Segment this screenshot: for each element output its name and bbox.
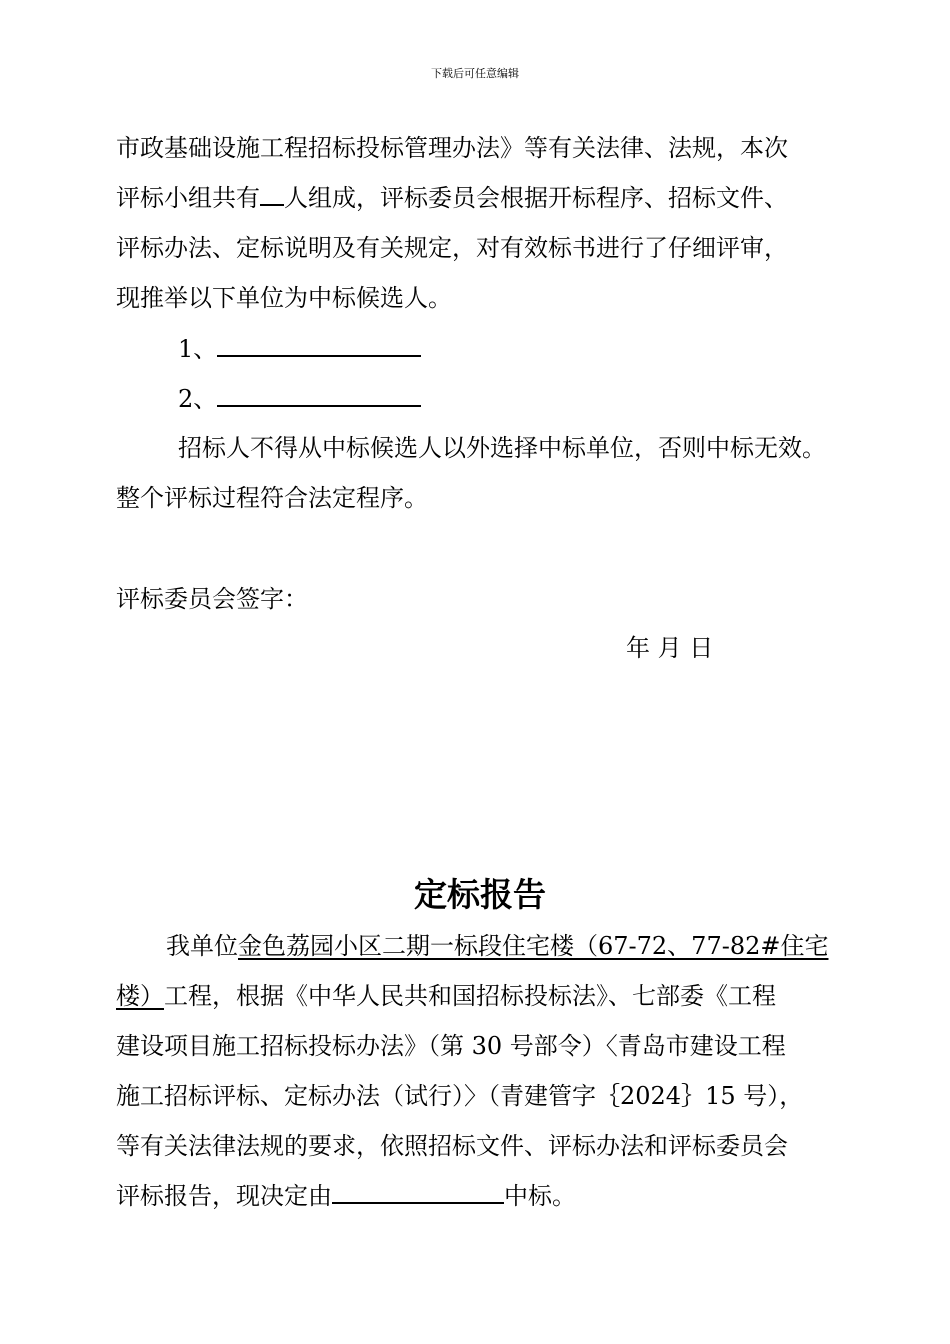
candidate-1-blank[interactable]: [217, 333, 421, 357]
signature-label: 评标委员会签字：: [116, 585, 308, 613]
candidate-row-2: [178, 382, 421, 416]
project-name-end: 楼）: [116, 982, 164, 1010]
paragraph-line-3: 评标办法、定标说明及有关规定，对有效标书进行了仔细评审，: [116, 234, 788, 262]
report-line-4: 施工招标评标、定标办法（试行）〉（青建管字｛2024｝15 号），: [116, 1082, 804, 1110]
candidate-2-blank[interactable]: [217, 383, 421, 407]
report-line-6-start: 评标报告，现决定由: [116, 1182, 332, 1210]
member-count-blank[interactable]: [260, 182, 284, 206]
report-line-5: 等有关法律法规的要求，依照招标文件、评标办法和评标委员会: [116, 1132, 788, 1160]
paragraph-line-2-start: 评标小组共有: [116, 184, 260, 212]
report-line-3: 建设项目施工招标投标办法》（第 30 号部令）〈青岛市建设工程: [116, 1032, 786, 1060]
date-label: 年 月 日: [626, 634, 714, 662]
report-line-1-start: 我单位: [166, 932, 238, 960]
report-line-6-end: 中标。: [504, 1182, 576, 1210]
page-header-note: 下载后可任意编辑: [431, 67, 519, 80]
paragraph-line-2: [116, 181, 788, 215]
project-name: 金色荔园小区二期一标段住宅楼（67-72、77-82#住宅: [238, 932, 829, 960]
report-line-6: [116, 1179, 576, 1213]
report-title: 定标报告: [414, 875, 546, 914]
winning-bidder-blank[interactable]: [332, 1180, 504, 1204]
paragraph-line-4: 现推举以下单位为中标候选人。: [116, 284, 452, 312]
report-line-2: [116, 979, 776, 1013]
paragraph-line-1: 市政基础设施工程招标投标管理办法》等有关法律、法规，本次: [116, 134, 788, 162]
notice-line-1: 招标人不得从中标候选人以外选择中标单位，否则中标无效。: [178, 434, 826, 462]
report-line-2-end: 工程，根据《中华人民共和国招标投标法》、七部委《工程: [164, 982, 776, 1010]
paragraph-line-2-end: 人组成，评标委员会根据开标程序、招标文件、: [284, 184, 788, 212]
candidate-row-1: [178, 332, 421, 366]
candidate-number-1: 1、: [178, 335, 218, 363]
notice-line-2: 整个评标过程符合法定程序。: [116, 484, 428, 512]
candidate-number-2: 2、: [178, 385, 218, 413]
report-line-1: [166, 929, 828, 963]
